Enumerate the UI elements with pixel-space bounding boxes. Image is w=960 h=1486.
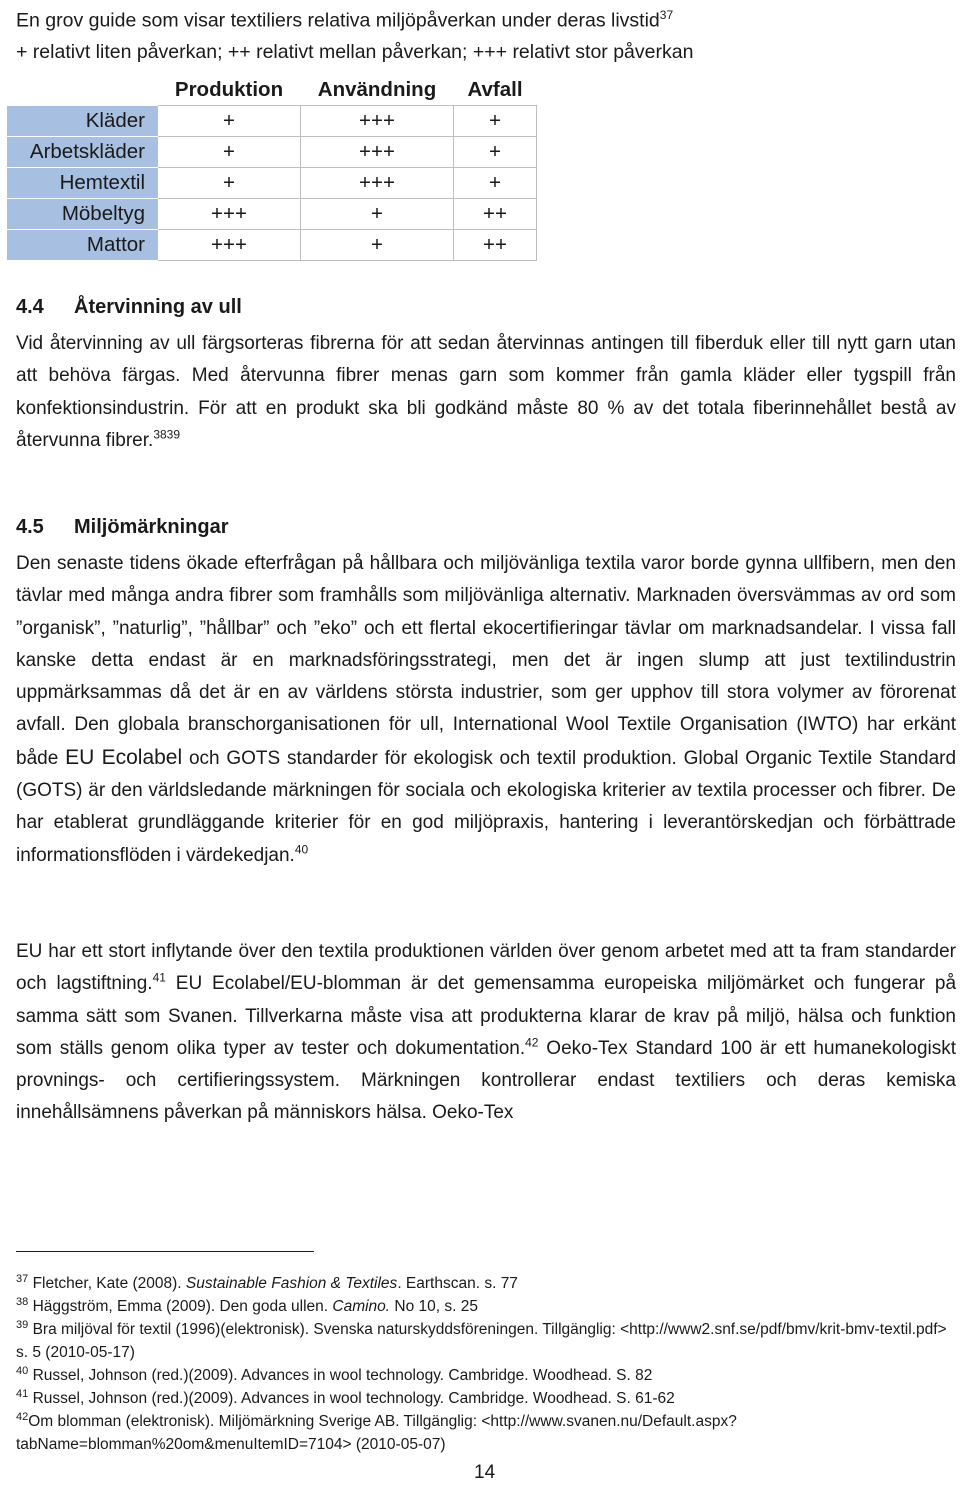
table-cell: + — [301, 230, 454, 261]
table-cell: +++ — [301, 168, 454, 199]
paragraph-recycling: Vid återvinning av ull färgsorteras fibrerna för att sedan återvinnas antingen till fiberduk eller till nytt garn utan att behöva färgas. Med återvunna fibrer menas garn som kommer från gamla kläder eller tygspill från konfektionsindustrin. För att en produkt ska bli godkänd måste 80 % av det totala fiberinnehållet bestå av återvunna fibrer.$^{3839}$ — [16, 333, 956, 451]
column-header: Produktion — [158, 75, 301, 106]
section-heading-4-4: 4.4 Återvinning av ull — [16, 296, 242, 318]
row-label: Möbeltyg — [7, 199, 158, 230]
table-row — [7, 199, 537, 230]
table-cell: +++ — [301, 106, 454, 137]
intro-line-1: En grov guide som visar textiliers relativa miljöpåverkan under deras livstid$^{37}$ — [16, 8, 674, 32]
section-heading-4-5: 4.5 Miljömärkningar — [16, 516, 229, 538]
footnote: $^{41}$ Russel, Johnson (red.)(2009). Advances in wool technology. Cambridge. Woodhead. S. 61-62 — [16, 1388, 675, 1408]
footnote: $^{40}$ Russel, Johnson (red.)(2009). Advances in wool technology. Cambridge. Woodhead. S. 82 — [16, 1365, 653, 1385]
intro-text — [16, 0, 946, 68]
table-cell: + — [454, 168, 537, 199]
table-cell: + — [158, 106, 301, 137]
table-header-row — [7, 75, 537, 106]
impact-table — [6, 74, 537, 261]
table-cell: ++ — [454, 230, 537, 261]
page-number: 14 — [474, 1462, 496, 1483]
table-cell: + — [301, 199, 454, 230]
table-cell: + — [454, 137, 537, 168]
footnote: $^{42}$Om blomman (elektronisk). Miljömärkning Sverige AB. Tillgänglig: <http://www.svanen.nu/Default.aspx?tabName=blomman%20om&menuItemID=7104> (2010-05-07) — [16, 1411, 737, 1454]
table-cell: +++ — [301, 137, 454, 168]
ecolabel-term: EU Ecolabel — [65, 745, 183, 769]
table-cell: + — [158, 168, 301, 199]
table-row — [7, 106, 537, 137]
row-label: Hemtextil — [7, 168, 158, 199]
paragraph-ecolabels: Den senaste tidens ökade efterfrågan på hållbara och miljövänliga textila varor borde gynna ullfibern, men den tävlar med många andra fibrer som framhålls som miljövänliga alternativ. Marknaden översvämmas av ord som ”organisk”, ”naturlig”, ”hållbar” och ”eko” och ett flertal ekocertifieringar tävlar om marknadsandelar. I vissa fall kanske detta endast är en marknadsföringsstrategi, men det är ingen slump att just textilindustrin uppmärksammas då det är en av världens största industrier, som ger upphov till stora volymer av förorenat avfall. Den globala branschorganisationen för ull, International Wool Textile Organisation (IWTO) har erkänt både EU Ecolabel och GOTS standarder för ekologisk och textil produktion. Global Organic Textile Standard (GOTS) är den världsledande märkningen för sociala och ekologiska kriterier av textila processer och fibrer. De har etablerat grundläggande kriterier för en god miljöpraxis, hantering i leverantörskedjan och förbättrade informationsflöden i värdekedjan.$^{40}$ — [16, 553, 957, 866]
row-label: Mattor — [7, 230, 158, 261]
table-corner — [7, 75, 158, 106]
table-cell: +++ — [158, 199, 301, 230]
table-row — [7, 168, 537, 199]
footnote-ref[interactable]: 3839 — [153, 427, 181, 442]
column-header: Avfall — [454, 75, 537, 106]
footnote-ref[interactable]: 37 — [659, 8, 674, 22]
intro-line-2: + relativt liten påverkan; ++ relativt mellan påverkan; +++ relativt stor påverkan — [16, 40, 694, 63]
table-cell: ++ — [454, 199, 537, 230]
table-cell: + — [454, 106, 537, 137]
footnote: $^{37}$ Fletcher, Kate (2008). Sustainable Fashion & Textiles. Earthscan. s. 77 — [16, 1273, 518, 1293]
footnote-ref[interactable]: 40 — [294, 842, 309, 857]
column-header: Användning — [301, 75, 454, 106]
footnote-ref[interactable]: 42 — [525, 1035, 539, 1050]
row-label: Arbetskläder — [7, 137, 158, 168]
table-row — [7, 230, 537, 261]
table-cell: + — [158, 137, 301, 168]
footnote: $^{39}$ Bra miljöval för textil (1996)(elektronisk). Svenska naturskyddsföreningen. Tillgänglig: <http://www2.snf.se/pdf/bmv/krit-bmv-textil.pdf> s. 5 (2010-05-17) — [16, 1319, 947, 1362]
paragraph-eu: EU har ett stort inflytande över den textila produktionen världen över genom arbetet med att ta fram standarder och lagstiftning.$^{41}$ EU Ecolabel/EU-blomman är det gemensamma europeiska miljömärket och fungerar på samma sätt som Svanen. Tillverkarna måste visa att produkterna klarar de krav på miljö, hälsa och funktion som ställs genom olika typer av tester och dokumentation.$^{42}$ Oeko-Tex Standard 100 är ett humanekologiskt provnings- och certifieringssystem. Märkningen kontrollerar endast textiliers och deras kemiska innehållsämnens påverkan på människors hälsa. Oeko-Tex — [16, 941, 957, 1124]
footnote-divider — [16, 1251, 314, 1252]
row-label: Kläder — [7, 106, 158, 137]
table-row — [7, 137, 537, 168]
footnote-ref[interactable]: 41 — [152, 970, 166, 985]
table-cell: +++ — [158, 230, 301, 261]
footnote: $^{38}$ Häggström, Emma (2009). Den goda ullen. Camino. No 10, s. 25 — [16, 1296, 478, 1316]
